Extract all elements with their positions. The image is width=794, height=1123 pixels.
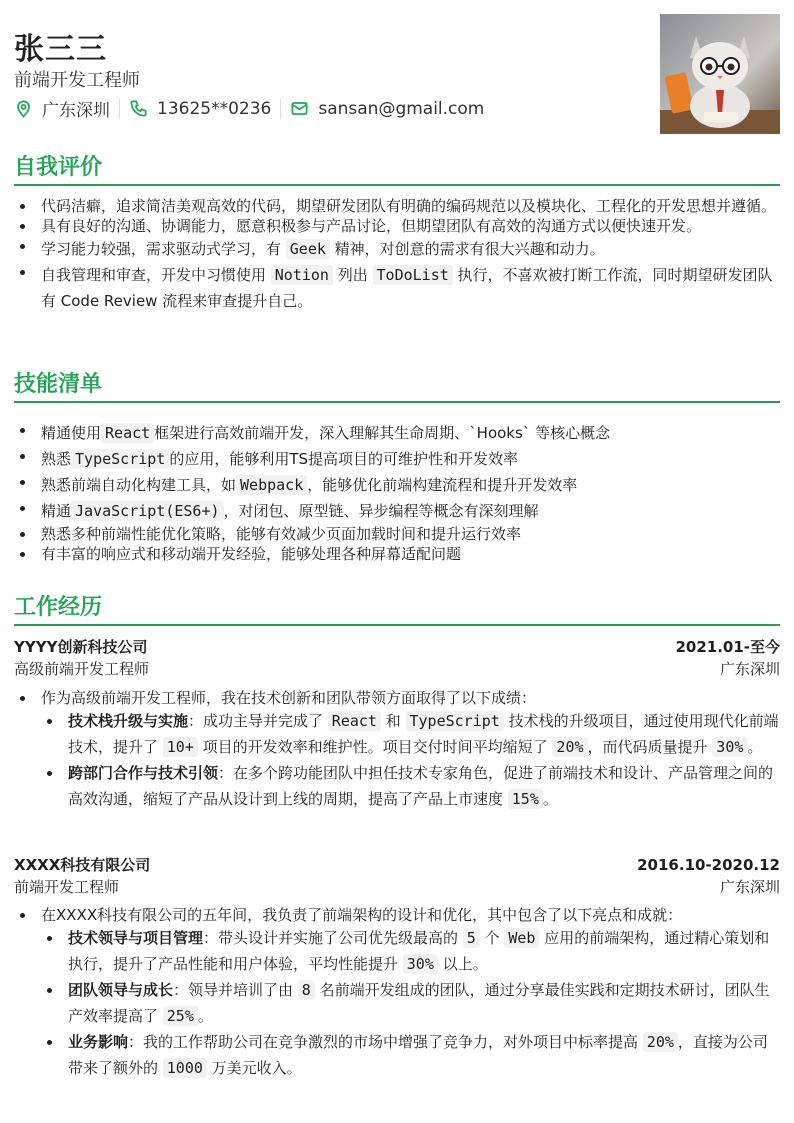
contact-email[interactable]: [280, 99, 493, 119]
contact-location-text: 广东深圳: [42, 101, 110, 121]
list-item: 熟悉多种前端性能优化策略，能够有效减少页面加载时间和提升运行效率: [14, 524, 780, 544]
achievement-item: 技术栈升级与实施：成功主导并完成了 React 和 TypeScript 技术栈的升级项目，通过使用现代化前端技术，提升了 10+ 项目的开发效率和维护性。项目交付时间平均缩短了 20% ，而代码质量提升 30% 。: [41, 708, 780, 760]
inline-code: React: [328, 711, 381, 731]
phone-icon: [129, 99, 148, 118]
achievement-list: [41, 925, 780, 1081]
list-item: 代码洁癖，追求简洁美观高效的代码，期望研发团队有明确的编码规范以及模块化、工程化的开发思想并遵循。: [14, 196, 780, 216]
inline-code: TypeScript: [71, 449, 169, 469]
achievement-item: 业务影响：我的工作帮助公司在竞争激烈的市场中增强了竞争力，对外项目中标率提高 20% ，直接为公司带来了额外的 1000 万美元收入。: [41, 1029, 780, 1081]
list-item: 学习能力较强，需求驱动式学习，有 Geek 精神，对创意的需求有很大兴趣和动力。: [14, 236, 780, 262]
achievement-item: 跨部门合作与技术引领：在多个跨功能团队中担任技术专家角色，促进了前端技术和设计、产品管理之间的高效沟通，缩短了产品从设计到上线的周期，提高了产品上市速度 15% 。: [41, 760, 780, 812]
job-header: [14, 636, 780, 680]
inline-code: Geek: [286, 239, 330, 259]
candidate-title: 前端开发工程师: [14, 70, 140, 91]
inline-code: 25%: [163, 1006, 198, 1026]
job-details: [14, 905, 780, 1081]
inline-code: 20%: [643, 1032, 678, 1052]
list-item: 作为高级前端开发工程师，我在技术创新和团队带领方面取得了以下成绩： 技术栈升级与实施：成功主导并完成了 React 和 TypeScript 技术栈的升级项目，通过使用现代化前端技术，提升了 10+ 项目的开发效率和维护性。项目交付时间平均缩短了 20% ，而代码质量提升 30% 。 跨部门合作与技术引领：在多个跨功能团队中担任技术专家角色，促进了前端技术和设计、产品管理之间的高效沟通，缩短了产品从设计到上线的周期，提高了产品上市速度 15% 。: [14, 688, 780, 812]
inline-code: 5: [463, 928, 480, 948]
list-item: 熟悉前端自动化构建工具，如 Webpack ，能够优化前端构建流程和提升开发效率: [14, 472, 780, 498]
contact-phone[interactable]: [119, 99, 280, 119]
inline-code: Web: [504, 928, 539, 948]
list-item: 具有良好的沟通、协调能力，愿意积极参与产品讨论，但期望团队有高效的沟通方式以便快速开发。: [14, 216, 780, 236]
inline-code: 8: [298, 980, 315, 1000]
list-item: 熟悉 TypeScript 的应用，能够利用TS提高项目的可维护性和开发效率: [14, 446, 780, 472]
job-location: 广东深圳: [719, 878, 780, 896]
company-name: XXXX科技有限公司: [14, 856, 151, 874]
inline-code: React: [101, 423, 154, 443]
skills-list: [14, 420, 780, 564]
candidate-name: 张三三: [14, 32, 107, 67]
inline-code: ToDoList: [373, 265, 453, 285]
inline-code: TypeScript: [406, 711, 504, 731]
job-period: 2021.01-至今: [675, 638, 780, 656]
list-item: 在XXXX科技有限公司的五年间，我负责了前端架构的设计和优化，其中包含了以下亮点和成就： 技术领导与项目管理：带头设计并实施了公司优先级最高的 5 个 Web 应用的前端架构，通过精心策划和执行，提升了产品性能和用户体验，平均性能提升 30% 以上。 团队领导与成长：领导并培训了由 8 名前端开发组成的团队，通过分享最佳实践和定期技术研讨，团队生产效率提高了 25% 。 业务影响：我的工作帮助公司在竞争激烈的市场中增强了竞争力，对外项目中标率提高 20% ，直接为公司带来了额外的 1000 万美元收入。: [14, 905, 780, 1081]
self-evaluation-list: [14, 196, 780, 314]
contact-bar: [14, 96, 493, 121]
inline-code: Notion: [271, 265, 333, 285]
inline-code: 1000: [163, 1058, 207, 1078]
inline-code: 10+: [163, 737, 198, 757]
contact-location: [14, 96, 119, 121]
achievement-list: [41, 708, 780, 812]
inline-code: Webpack: [236, 475, 307, 495]
inline-code: 20%: [552, 737, 587, 757]
contact-email-text: sansan@gmail.com: [318, 98, 485, 119]
cat-avatar-image: [660, 14, 780, 134]
envelope-icon: [290, 99, 309, 118]
list-item: 精通使用 React 框架进行高效前端开发，深入理解其生命周期、`Hooks` 等核心概念: [14, 420, 780, 446]
job-role: 高级前端开发工程师: [14, 660, 150, 678]
job-details: [14, 688, 780, 812]
achievement-item: 团队领导与成长：领导并培训了由 8 名前端开发组成的团队，通过分享最佳实践和定期技术研讨，团队生产效率提高了 25% 。: [41, 977, 780, 1029]
inline-code: JavaScript(ES6+): [71, 501, 224, 521]
section-skills-heading: 技能清单: [14, 367, 780, 403]
list-item: 精通 JavaScript(ES6+) ，对闭包、原型链、异步编程等概念有深刻理解: [14, 498, 780, 524]
job-location: 广东深圳: [719, 660, 780, 678]
location-pin-icon: [14, 99, 33, 118]
contact-phone-text: 13625**0236: [157, 98, 272, 119]
avatar: [660, 14, 780, 134]
inline-code: 30%: [403, 954, 438, 974]
job-header: [14, 854, 780, 898]
inline-code: 30%: [712, 737, 747, 757]
job-period: 2016.10-2020.12: [637, 856, 780, 874]
section-self-evaluation-heading: 自我评价: [14, 150, 780, 186]
inline-code: 15%: [508, 789, 543, 809]
list-item: 有丰富的响应式和移动端开发经验，能够处理各种屏幕适配问题: [14, 544, 780, 564]
achievement-item: 技术领导与项目管理：带头设计并实施了公司优先级最高的 5 个 Web 应用的前端架构，通过精心策划和执行，提升了产品性能和用户体验，平均性能提升 30% 以上。: [41, 925, 780, 977]
section-experience-heading: 工作经历: [14, 590, 780, 626]
company-name: YYYY创新科技公司: [14, 638, 148, 656]
list-item: 自我管理和审查，开发中习惯使用 Notion 列出 ToDoList 执行，不喜欢被打断工作流，同时期望研发团队有 Code Review 流程来审查提升自己。: [14, 262, 780, 314]
job-role: 前端开发工程师: [14, 878, 120, 896]
